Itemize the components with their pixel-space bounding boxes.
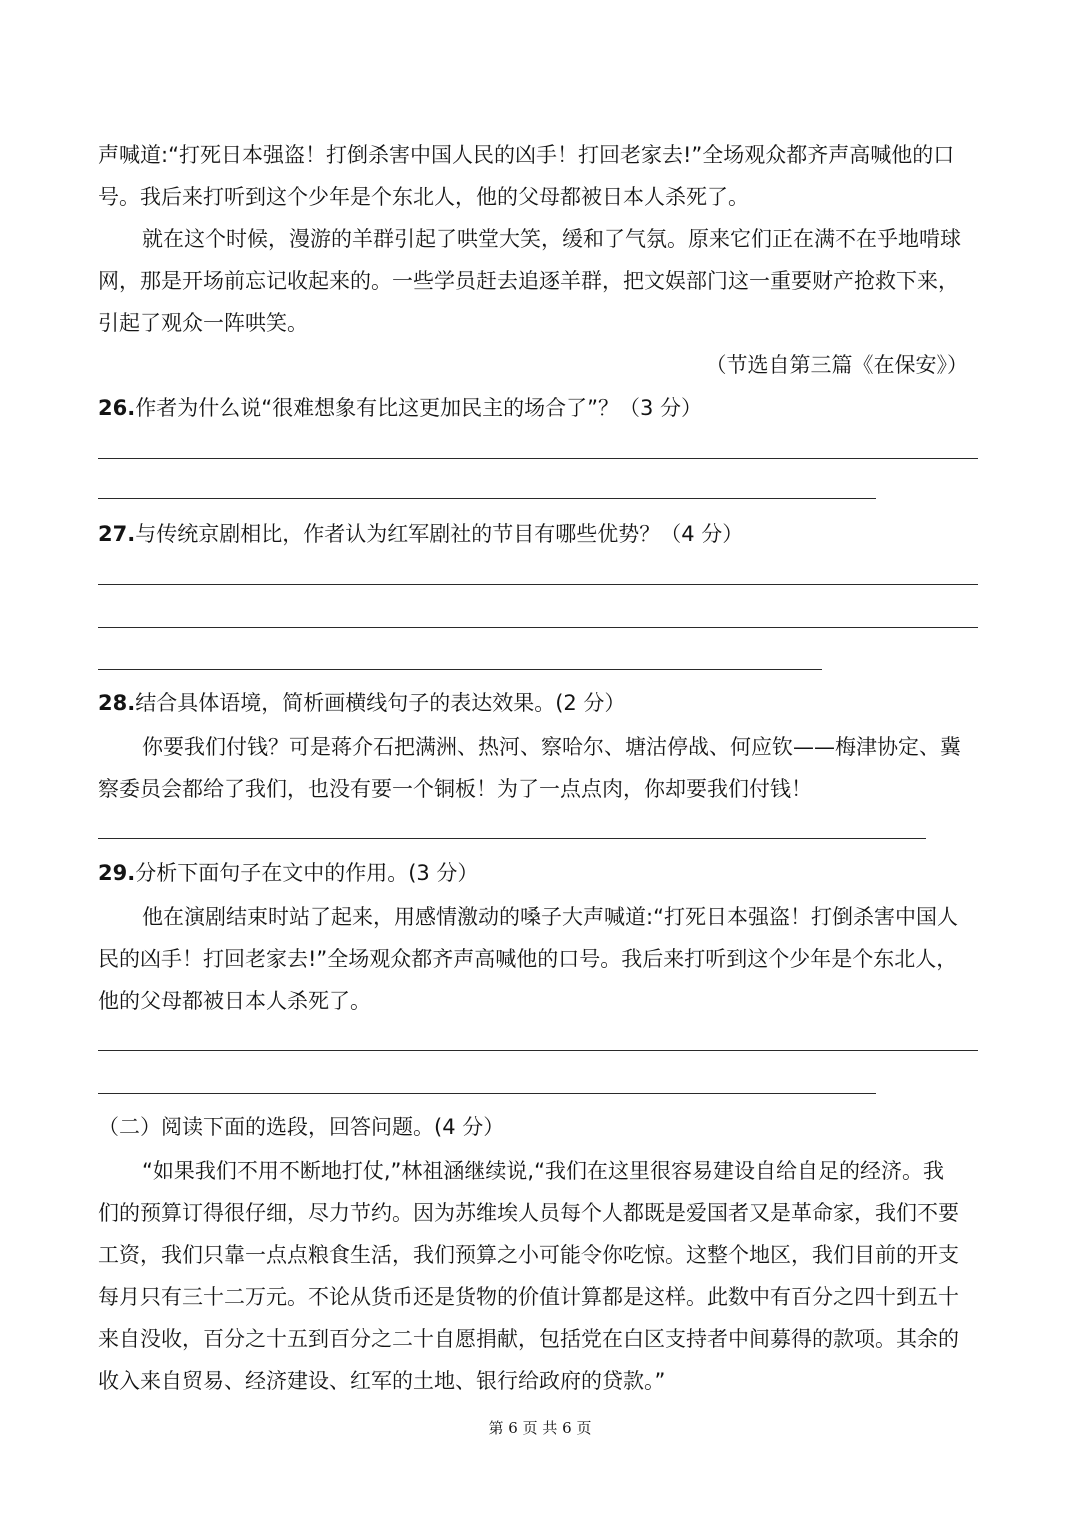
question-29 <box>98 858 978 888</box>
question-28 <box>98 688 978 718</box>
question-number: 28. <box>98 691 136 715</box>
question-27 <box>98 519 978 549</box>
passage-line: 每月只有三十二万元。不论从货币还是货物的价值计算都是这样。此数中有百分之四十到五十 <box>98 1285 959 1309</box>
answer-line[interactable] <box>98 838 926 839</box>
passage-line: 收入来自贸易、经济建设、红军的土地、银行给政府的贷款。” <box>98 1369 666 1393</box>
answer-line[interactable] <box>98 669 822 670</box>
passage-line: 们的预算订得很仔细，尽力节约。因为苏维埃人员每个人都既是爱国者又是革命家，我们不要 <box>98 1201 959 1225</box>
passage-line: “如果我们不用不断地打仗,”林祖涵继续说,“我们在这里很容易建设自给自足的经济。我 <box>142 1159 944 1183</box>
question-number: 27. <box>98 522 136 546</box>
passage-line: 引起了观众一阵哄笑。 <box>98 311 308 335</box>
answer-line[interactable] <box>98 627 978 628</box>
quoted-sentence: 他的父母都被日本人杀死了。 <box>98 989 371 1013</box>
passage-line: 来自没收，百分之十五到百分之二十自愿捐献，包括党在白区支持者中间募得的款项。其余的 <box>98 1327 959 1351</box>
quoted-sentence: 他在演剧结束时站了起来，用感情激动的嗓子大声喊道:“打死日本强盗！打倒杀害中国人 <box>142 905 958 929</box>
passage-line: 声喊道:“打死日本强盗！打倒杀害中国人民的凶手！打回老家去!”全场观众都齐声高喊他的口 <box>98 143 955 167</box>
question-number: 26. <box>98 396 136 420</box>
question-number: 29. <box>98 861 136 885</box>
passage-source: （节选自第三篇《在保安》） <box>705 353 968 377</box>
page-number: 第 6 页 共 6 页 <box>488 1419 592 1437</box>
question-text: 作者为什么说“很难想象有比这更加民主的场合了”？（3 分） <box>135 396 702 420</box>
quoted-sentence: 民的凶手！打回老家去!”全场观众都齐声高喊他的口号。我后来打听到这个少年是个东北人， <box>98 947 958 971</box>
question-text: 分析下面句子在文中的作用。(3 分） <box>135 861 479 885</box>
question-text: 与传统京剧相比，作者认为红军剧社的节目有哪些优势？（4 分） <box>135 522 744 546</box>
passage-line: 就在这个时候，漫游的羊群引起了哄堂大笑，缓和了气氛。原来它们正在满不在乎地啃球 <box>142 227 961 251</box>
answer-line[interactable] <box>98 584 978 585</box>
section-heading: （二）阅读下面的选段，回答问题。(4 分） <box>98 1115 505 1139</box>
answer-line[interactable] <box>98 1050 978 1051</box>
passage-line: 网，那是开场前忘记收起来的。一些学员赶去追逐羊群，把文娱部门这一重要财产抢救下来， <box>98 269 959 293</box>
answer-line[interactable] <box>98 498 876 499</box>
passage-line: 工资，我们只靠一点点粮食生活，我们预算之小可能令你吃惊。这整个地区，我们目前的开支 <box>98 1243 959 1267</box>
answer-line[interactable] <box>98 1093 876 1094</box>
answer-line[interactable] <box>98 458 978 459</box>
quoted-sentence: 察委员会都给了我们，也没有要一个铜板！为了一点点肉，你却要我们付钱！ <box>98 777 812 801</box>
passage-line: 号。我后来打听到这个少年是个东北人，他的父母都被日本人杀死了。 <box>98 185 749 209</box>
question-text: 结合具体语境，简析画横线句子的表达效果。(2 分） <box>135 691 626 715</box>
quoted-sentence: 你要我们付钱？可是蒋介石把满洲、热河、察哈尔、塘沽停战、何应钦——梅津协定、冀 <box>142 735 961 759</box>
question-26 <box>98 393 978 423</box>
